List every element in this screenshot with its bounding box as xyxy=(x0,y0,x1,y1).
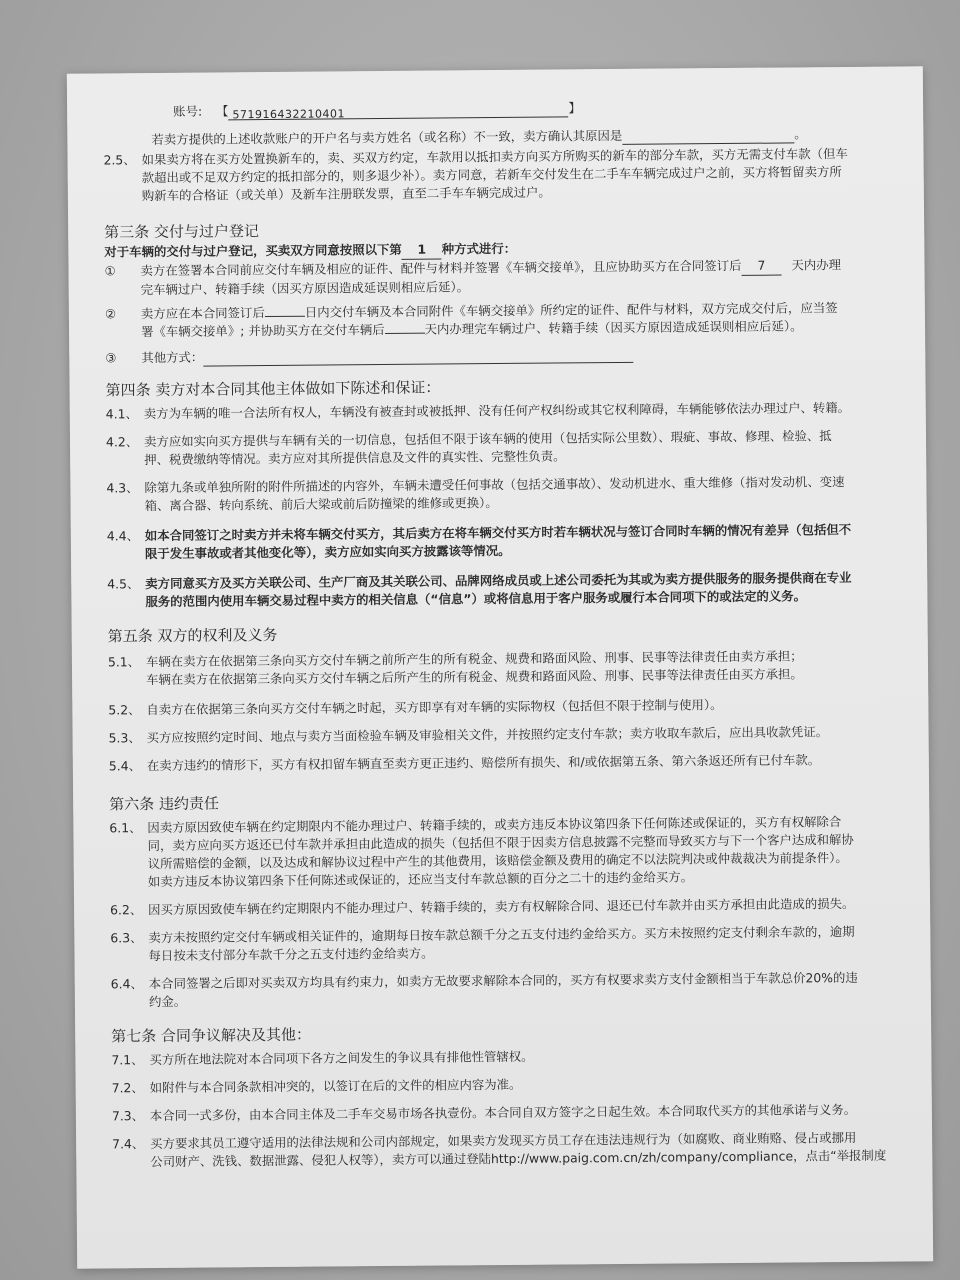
clause-line: 如本合同签订之时卖方并未将车辆交付买方，其后卖方在将车辆交付买方时若车辆状况与签订合同时车辆的情况有差异（包括但不 xyxy=(144,521,852,544)
account-close-bracket: 】 xyxy=(568,100,581,116)
clause-line: 在卖方违约的情形下，买方有权扣留车辆直至卖方更正违约、赔偿所有损失、和/或依据第五条、第六条返还所有已付车款。 xyxy=(146,752,821,774)
clause-number: 4.2、 xyxy=(105,434,139,450)
clause-line: 公司财产、洗钱、数据泄露、侵犯人权等），卖方可以通过登陆http://www.paig.com.cn/zh/company/compliance，点击“举报制度 xyxy=(150,1147,887,1170)
clause-line: 买方应按照约定时间、地点与卖方当面检验车辆及审验相关文件，并按照约定支付车款；卖方收取车款后，应出具收款凭证。 xyxy=(146,724,829,746)
clause-line: 卖方应如实向买方提供与车辆有关的一切信息，包括但不限于该车辆的使用（包括实际公里数）、瑕疵、事故、修理、检验、抵 xyxy=(143,428,832,450)
clause-line: 款超出或不足双方约定的抵扣部分的，则多退少补）。卖方同意，若新车交付发生在二手车车辆完成过户之前，买方将暂留卖方所 xyxy=(141,163,842,186)
mismatch-text: 若卖方提供的上述收款账户的开户名与卖方姓名（或名称）不一致，卖方确认其原因是 xyxy=(151,127,623,148)
clause-number: 4.5、 xyxy=(107,576,140,592)
intro-text-end: 种方式进行： xyxy=(441,240,517,257)
option-mark: ③ xyxy=(105,350,117,366)
clause-number: 7.4、 xyxy=(112,1136,145,1152)
section-5-title: 第五条 双方的权利及义务 xyxy=(107,625,278,646)
account-line xyxy=(103,96,903,121)
clause-line: 自卖方在依据第三条向买方交付车辆之时起，买方即享有对车辆的实际物权（包括但不限于控制与使用）。 xyxy=(146,697,723,718)
clause-line: 限于发生事故或者其他变化等），卖方应如实向买方披露该等情况。 xyxy=(144,542,511,562)
option-text-line2: 完车辆过户、转籍手续（因买方原因造成延误则相应后延）。 xyxy=(140,279,470,298)
delivery-option-2 xyxy=(105,298,905,341)
clause-6-3 xyxy=(110,922,910,965)
clause-4-1 xyxy=(106,398,906,423)
section-4-title: 第四条 卖方对本合同其他主体做如下陈述和保证： xyxy=(105,378,441,400)
other-method-blank xyxy=(203,348,633,367)
clause-line: 押、税费缴纳等情况。卖方应对其所提供信息及文件的真实性、完整性负责。 xyxy=(144,448,566,468)
account-number: 571916432210401 xyxy=(232,107,346,122)
clause-line: 服务的范围内使用车辆交易过程中卖方的相关信息（“信息”）或将信息用于客户服务或履行本合同项下的或法定的义务。 xyxy=(145,588,807,610)
clause-4-5 xyxy=(107,568,907,611)
clause-number: 4.4、 xyxy=(106,528,140,544)
option-text: 署《车辆交接单》; 并协助买方在交付车辆后 xyxy=(140,321,385,340)
clause-6-1 xyxy=(109,812,910,891)
option-mark: ① xyxy=(104,263,116,279)
section-3-title: 第三条 交付与过户登记 xyxy=(104,222,260,242)
clause-number: 5.2、 xyxy=(108,702,141,718)
clause-number: 4.1、 xyxy=(105,406,138,422)
method-number: 1 xyxy=(402,240,442,259)
mismatch-end: 。 xyxy=(794,126,807,142)
account-open-bracket: 【 xyxy=(215,103,229,119)
clause-line: 本合同签署之后即对买卖双方均具有约束力，如卖方无故要求解除本合同的，买方有权要求卖方支付金额相当于车款总价20%的违 xyxy=(148,969,858,992)
clause-6-4 xyxy=(111,968,911,1011)
clause-line: 购新车的合格证（或关单）及新车注册联发票，直至二手车车辆完成过户。 xyxy=(141,184,551,204)
option-text: 卖方应在本合同签订后 xyxy=(140,305,265,322)
clause-number: 5.4、 xyxy=(108,758,142,774)
clause-4-2 xyxy=(106,426,906,469)
contract-content xyxy=(103,96,912,1171)
clause-line: 如附件与本合同条款相冲突的，以签订在后的文件的相应内容为准。 xyxy=(149,1076,522,1096)
clause-number: 7.2、 xyxy=(111,1080,144,1096)
clause-number: 6.1、 xyxy=(109,820,142,836)
clause-2-5 xyxy=(103,144,903,205)
days-value: 7 xyxy=(741,257,781,276)
clause-line: 除第九条或单独所附的附件所描述的内容外，车辆未遭受任何事故（包括交通事故）、发动机进水、重大维修（指对发动机、变速 xyxy=(144,473,845,496)
clause-text xyxy=(141,144,903,205)
clause-number: 2.5、 xyxy=(103,152,136,168)
clause-number: 7.3、 xyxy=(111,1108,145,1124)
clause-6-2 xyxy=(110,894,910,919)
intro-text: 对于车辆的交付与过户登记，买卖双方同意按照以下第 xyxy=(104,241,402,260)
clause-line: 箱、离合器、转向系统、前后大梁或前后防撞梁的维修或更换）。 xyxy=(144,495,498,514)
clause-line: 车辆在卖方在依据第三条向买方交付车辆之前所产生的所有税金、规费和路面风险、刑事、民事等法律责任由卖方承担； xyxy=(145,648,803,670)
clause-5-4 xyxy=(109,750,909,775)
option-text-end: 天内办理完车辆过户、转籍手续（因买方原因造成延误则相应后延）。 xyxy=(424,318,803,337)
clause-number: 6.3、 xyxy=(110,930,143,946)
clause-7-1 xyxy=(111,1044,911,1069)
clause-line: 买方要求其员工遵守适用的法律法规和公司内部规定，如果卖方发现买方员工存在违法违规行为（如腐败、商业贿赂、侵占或挪用 xyxy=(150,1129,857,1152)
clause-7-4 xyxy=(112,1128,912,1171)
option-text-mid: 日内交付车辆及本合同附件《车辆交接单》所约定的证件、配件与材料，双方完成交付后，应当签 xyxy=(304,300,838,320)
clause-line: 卖方为车辆的唯一合法所有权人，车辆没有被查封或被抵押、没有任何产权纠纷或其它权利障碍，车辆能够依法办理过户、转籍。 xyxy=(143,399,851,422)
clause-number: 4.3、 xyxy=(106,480,139,496)
account-label: 账号: xyxy=(173,103,203,119)
mismatch-reason-blank xyxy=(622,128,794,145)
clause-5-2 xyxy=(108,694,908,719)
clause-4-4 xyxy=(107,520,907,563)
clause-line: 卖方未按照约定交付车辆或相关证件的，逾期每日按车款总额千分之五支付违约金给买方。买方未按照约定支付剩余车款的，逾期 xyxy=(148,923,855,946)
contract-page xyxy=(67,66,933,1268)
clause-line: 本合同一式多份，由本合同主体及二手车交易市场各执壹份。本合同自双方签字之日起生效。本合同取代买方的其他承诺与义务。 xyxy=(149,1101,857,1124)
clause-line: 因卖方原因致使车辆在约定期限内不能办理过户、转籍手续的，或卖方违反本协议第四条下任何陈述或保证的，买方有权解除合 xyxy=(147,814,842,836)
option-text: 卖方在签署本合同前应交付车辆及相应的证件、配件与材料并签署《车辆交接单》，且应协助买方在合同签订后 xyxy=(140,257,742,279)
clause-line: 卖方同意买方及买方关联公司、生产厂商及其关联公司、品牌网络成员或上述公司委托为其或为卖方提供服务的服务提供商在专业 xyxy=(145,569,852,592)
other-method-label: 其他方式： xyxy=(141,349,204,366)
clause-line: 同，卖方应向买方返还已付车款并承担由此造成的损失（包括但不限于因卖方信息披露不完整而导致买方与下一个客户达成和解协 xyxy=(147,831,854,854)
clause-line: 每日按未支付部分车款千分之五支付违约金给卖方。 xyxy=(148,945,434,964)
section-6-title: 第六条 违约责任 xyxy=(109,794,220,814)
clause-line: 车辆在卖方在依据第三条向买方交付车辆之后所产生的所有税金、规费和路面风险、刑事、民事等法律责任由买方承担。 xyxy=(146,666,803,688)
clause-number: 5.1、 xyxy=(107,654,141,670)
delivery-option-1 xyxy=(104,255,904,299)
clause-line: 约金。 xyxy=(148,993,187,1010)
clause-number: 6.4、 xyxy=(110,976,143,992)
clause-number: 7.1、 xyxy=(111,1052,144,1068)
option-mark: ② xyxy=(104,306,117,322)
clause-line: 因买方原因致使车辆在约定期限内不能办理过户、转籍手续的，卖方有权解除合同、退还已付车款并由买方承担由此造成的损失。 xyxy=(148,895,855,918)
account-field xyxy=(228,102,568,120)
clause-number: 6.2、 xyxy=(110,902,143,918)
clause-7-3 xyxy=(112,1100,912,1125)
clause-line: 议所需赔偿的金额，以及达成和解协议过程中产生的其他费用，该赔偿金额及费用的确定不以法院判决或仲裁裁决为前提条件）。 xyxy=(147,849,848,872)
clause-7-2 xyxy=(112,1072,912,1097)
clause-line: 如卖方违反本协议第四条下任何陈述或保证的，还应当支付车款总额的百分之二十的违约金给买方。 xyxy=(147,869,694,890)
delivery-option-3 xyxy=(105,342,905,367)
clause-5-1 xyxy=(108,646,908,689)
days-blank xyxy=(385,333,425,334)
days-blank xyxy=(265,316,305,317)
section-7-title: 第七条 合同争议解决及其他： xyxy=(111,1025,312,1046)
clause-5-3 xyxy=(109,722,909,747)
clause-number: 5.3、 xyxy=(108,730,141,746)
clause-line: 如果卖方将在买方处置换新车的，卖、买双方约定，车款用以抵扣卖方向买方所购买的新车的部分车款，买方无需支付车款（但车 xyxy=(141,145,848,168)
clause-line: 买方所在地法院对本合同项下各方之间发生的争议具有排他性管辖权。 xyxy=(149,1048,534,1068)
option-text-end: 天内办理 xyxy=(791,257,842,273)
clause-4-3 xyxy=(106,472,906,515)
